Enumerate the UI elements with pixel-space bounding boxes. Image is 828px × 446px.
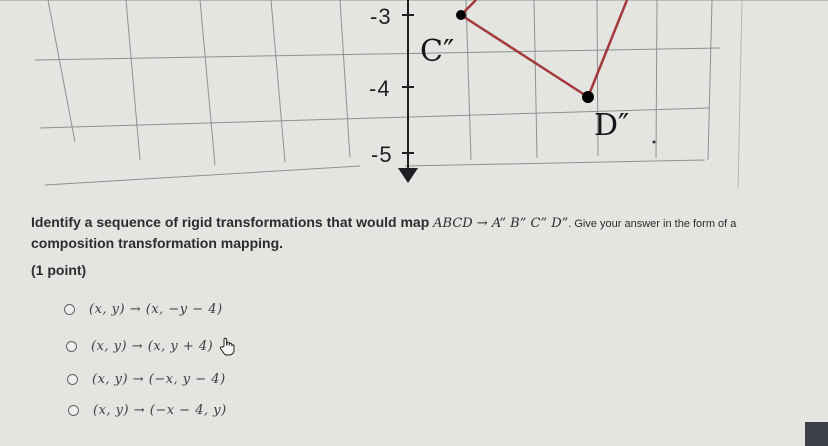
answer-option-1[interactable] — [64, 299, 223, 319]
answer-option-text: (x, y) → (x, −y − 4) — [89, 301, 223, 317]
graph-border — [738, 0, 742, 188]
grid-line — [35, 48, 720, 60]
radio-button[interactable] — [68, 405, 79, 416]
answer-option-text: (x, y) → (−x − 4, y) — [93, 402, 227, 418]
radio-button[interactable] — [67, 374, 78, 385]
point-label-c: C″ — [420, 34, 455, 69]
answer-option-2[interactable] — [66, 336, 213, 356]
grid-line — [48, 0, 75, 142]
grid-line — [340, 0, 350, 158]
answer-option-4[interactable] — [68, 400, 227, 420]
graph-grid — [0, 0, 828, 200]
question-text-end: . Give your answer in the form of a — [568, 218, 737, 230]
grid-line — [126, 0, 140, 160]
grid-line — [466, 0, 471, 160]
corner-element — [805, 422, 828, 446]
grid-line — [534, 0, 537, 158]
grid-line — [656, 0, 657, 158]
grid-line — [708, 0, 712, 160]
hand-pointer-icon — [219, 337, 235, 362]
grid-line — [45, 166, 360, 185]
tick-label-neg3: -3 — [370, 4, 392, 29]
polygon-edge — [461, 15, 588, 97]
answer-option-text: (x, y) → (−x, y − 4) — [92, 371, 226, 387]
radio-button[interactable] — [66, 341, 77, 352]
polygon-edge — [588, 0, 627, 97]
answer-option-text: (x, y) → (x, y + 4) — [91, 338, 214, 354]
points-label: (1 point) — [31, 262, 87, 278]
answer-option-3[interactable] — [67, 369, 226, 389]
arrow-down-icon — [398, 168, 418, 183]
question-text-line2: composition transformation mapping. — [31, 235, 284, 251]
coordinate-graph — [0, 0, 828, 200]
vertex-d-point — [582, 91, 594, 103]
grid-line — [405, 160, 705, 166]
question-text-start: Identify a sequence of rigid transformations that would map — [31, 214, 430, 230]
tick-label-neg5: -5 — [371, 142, 393, 167]
radio-button[interactable] — [64, 304, 75, 315]
grid-line — [200, 0, 215, 165]
vertex-c-point — [456, 10, 466, 20]
tick-label-neg4: -4 — [369, 76, 391, 101]
question-prompt — [31, 213, 821, 253]
question-math-expression: ABCD → A” B” C” D” — [433, 216, 569, 231]
dot-mark — [653, 141, 656, 144]
point-label-d: D″ — [594, 108, 630, 143]
grid-line — [271, 0, 285, 162]
